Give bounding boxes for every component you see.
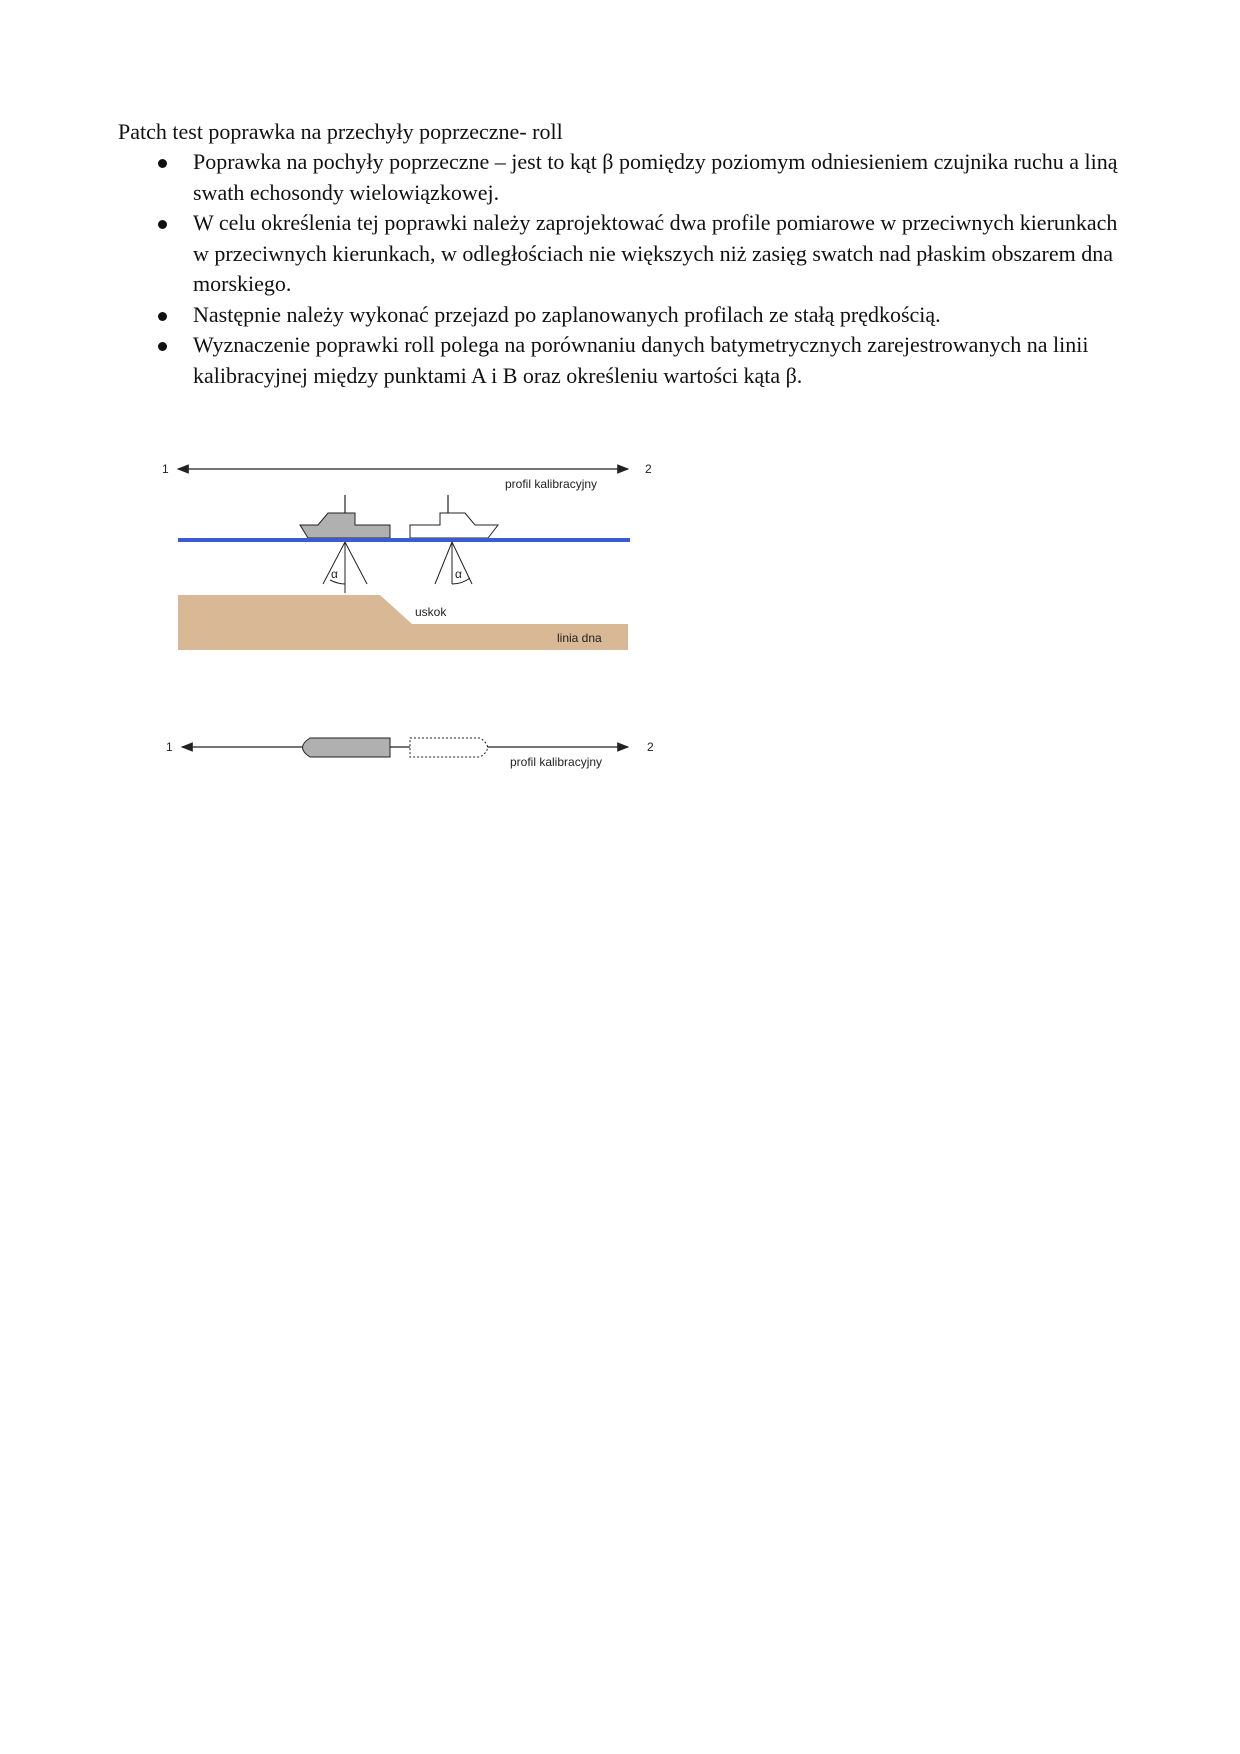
right-beam — [435, 542, 472, 584]
hull-outline-icon — [410, 738, 488, 757]
calibration-figure — [150, 450, 670, 780]
bullet-text: Poprawka na pochyły poprzeczne – jest to kąt β pomiędzy poziomym odniesieniem czujnika ruchu a liną swath echosondy wielowiązkowej. — [193, 149, 1118, 205]
seabed-label: linia dna — [557, 631, 602, 645]
list-item — [118, 330, 1128, 391]
calibration-diagram — [150, 450, 670, 780]
bottom-end-label: 2 — [647, 740, 654, 754]
top-profile-label: profil kalibracyjny — [505, 477, 598, 491]
hull-filled-icon — [303, 738, 391, 757]
bottom-start-label: 1 — [166, 740, 173, 754]
fault-label: uskok — [415, 605, 447, 619]
bullet-list — [118, 147, 1128, 391]
bullet-text: W celu określenia tej poprawki należy zaprojektować dwa profile pomiarowe w przeciwnych kierunkach w przeciwnych kierunkach, w odległościach nie większych niż zasięg swatch nad płaskim obszarem dna morskiego. — [193, 210, 1118, 296]
left-angle-label: α — [331, 567, 338, 581]
right-angle-label: α — [455, 567, 462, 581]
document-heading: Patch test poprawka na przechyły poprzeczne- roll — [118, 119, 563, 144]
ship-outline-icon — [410, 495, 498, 538]
bullet-icon — [158, 342, 167, 351]
bullet-icon — [158, 159, 167, 168]
bullet-icon — [158, 220, 167, 229]
bullet-icon — [158, 312, 167, 321]
bullet-text: Następnie należy wykonać przejazd po zaplanowanych profilach ze stałą prędkością. — [193, 301, 941, 327]
list-item — [118, 147, 1128, 208]
bullet-text: Wyznaczenie poprawki roll polega na porównaniu danych batymetrycznych zarejestrowanych na linii kalibracyjnej między punktami A i B oraz określeniu wartości kąta β. — [193, 332, 1089, 388]
top-start-label: 1 — [162, 462, 169, 476]
list-item — [118, 300, 1128, 331]
left-beam — [323, 542, 367, 593]
bottom-profile-label: profil kalibracyjny — [510, 755, 603, 769]
top-end-label: 2 — [645, 462, 652, 476]
ship-filled-icon — [300, 495, 390, 538]
list-item — [118, 208, 1128, 300]
